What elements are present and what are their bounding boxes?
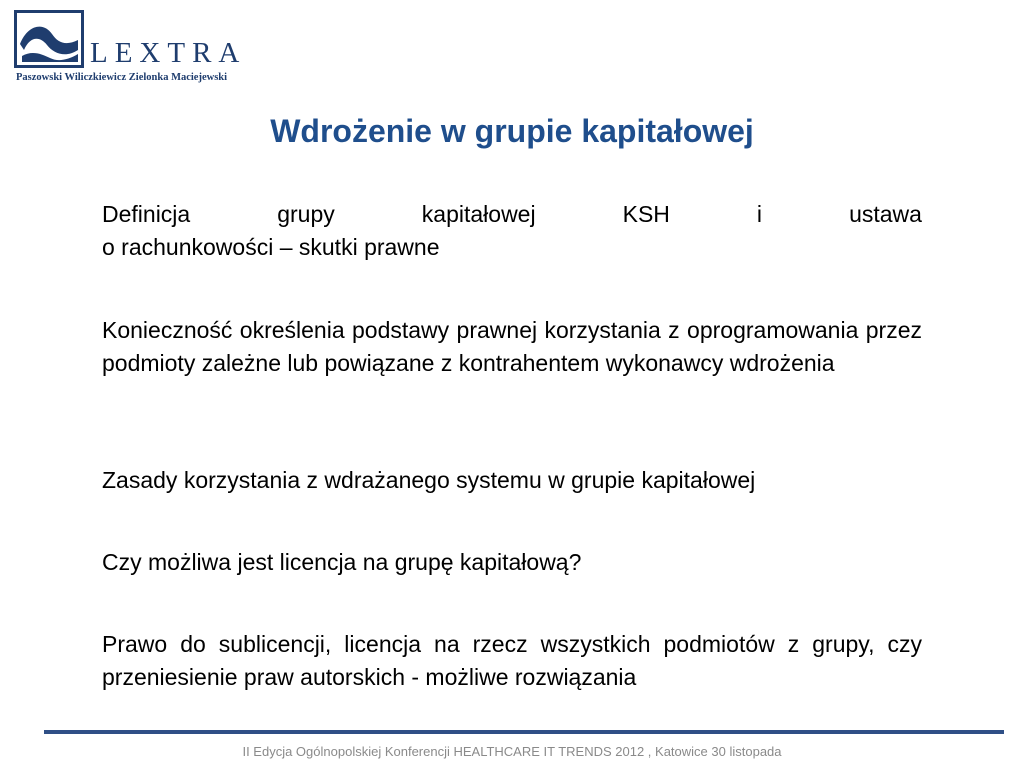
paragraph-1-word: ustawa: [849, 201, 922, 227]
footer-text: II Edycja Ogólnopolskiej Konferencji HEALTHCARE IT TRENDS 2012 , Katowice 30 listopada: [242, 744, 782, 759]
paragraph-4: Czy możliwa jest licencja na grupę kapitałową?: [102, 549, 582, 575]
paragraph-1: [102, 198, 922, 264]
paragraph-1-word: i: [756, 201, 763, 227]
company-logo: [14, 10, 264, 90]
paragraph-5: Prawo do sublicencji, licencja na rzecz wszystkich podmiotów z grupy, czy przeniesienie praw autorskich - możliwe rozwiązania: [102, 631, 922, 690]
slide-title: Wdrożenie w grupie kapitałowej: [270, 113, 754, 149]
lextra-wave-logo-icon: [14, 10, 84, 68]
paragraph-1-line-2: o rachunkowości – skutki prawne: [102, 234, 440, 260]
footer-divider: [44, 730, 1004, 734]
paragraph-3: Zasady korzystania z wdrażanego systemu w grupie kapitałowej: [102, 467, 756, 493]
paragraph-2: Konieczność określenia podstawy prawnej korzystania z oprogramowania przez podmioty zależne lub powiązane z kontrahentem wykonawcy wdrożenia: [102, 317, 922, 376]
paragraph-1-word: Definicja: [102, 201, 191, 227]
paragraph-1-word: grupy: [277, 201, 335, 227]
logo-wordmark: LEXTRA: [90, 37, 247, 69]
paragraph-1-word: kapitałowej: [421, 201, 536, 227]
paragraph-1-line-1: [102, 198, 922, 231]
logo-subtitle: Paszowski Wiliczkiewicz Zielonka Maciejewski: [16, 72, 228, 83]
paragraph-1-word: KSH: [622, 201, 670, 227]
